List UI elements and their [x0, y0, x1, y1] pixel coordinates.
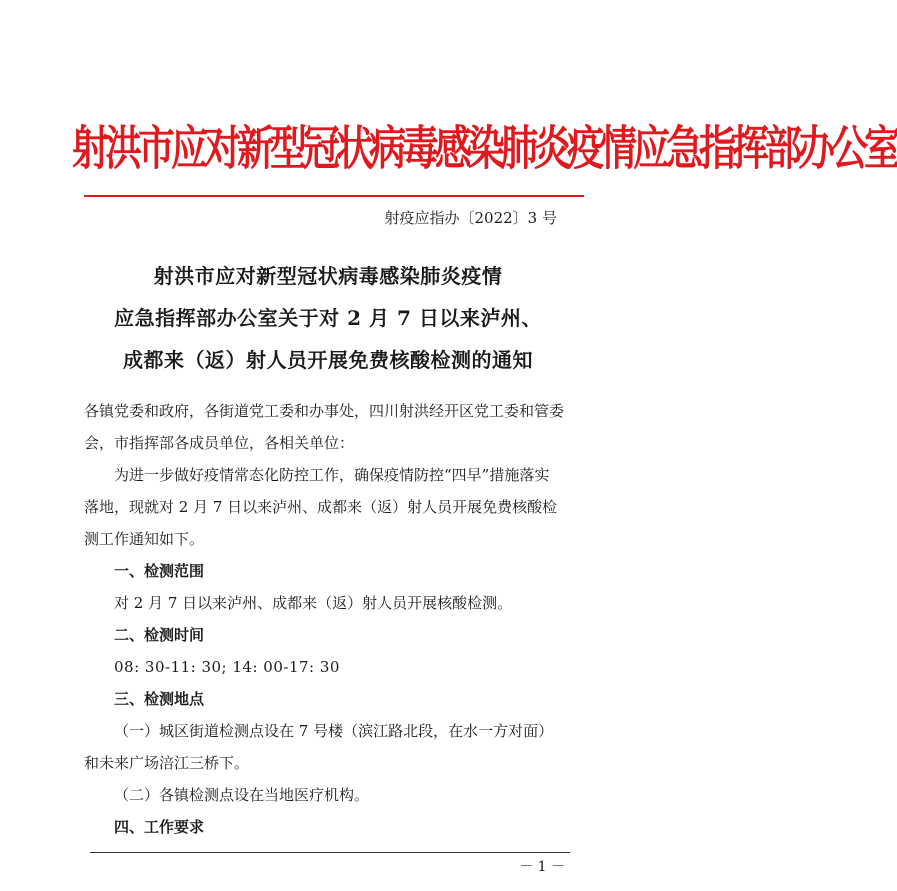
testing-hours: 08: 30-11: 30; 14: 00-17: 30: [114, 658, 340, 676]
section-paragraph: 对 2 月 7 日以来泸州、成都来（返）射人员开展核酸检测。: [114, 594, 513, 612]
document-title: [78, 255, 578, 381]
section-paragraph: （一）城区街道检测点设在 7 号楼（滨江路北段，在水一方对面）和未来广场涪江三桥下。: [84, 722, 554, 772]
document-number: 射疫应指办〔2022〕3 号: [384, 209, 557, 227]
page-number: － 1 －: [519, 859, 565, 875]
section-paragraph: （二）各镇检测点设在当地医疗机构。: [114, 786, 370, 804]
footer-rule: [90, 852, 570, 853]
title-line: 应急指挥部办公室关于对 2 月 7 日以来泸州、: [114, 306, 542, 330]
intro-paragraph: 为进一步做好疫情常态化防控工作，确保疫情防控“四早”措施落实落地，现就对 2 月 7 日以来泸州、成都来（返）射人员开展免费核酸检测工作通知如下。: [84, 466, 558, 548]
title-line: 成都来（返）射人员开展免费核酸检测的通知: [123, 348, 533, 372]
section-heading-requirements: 四、工作要求: [114, 818, 205, 836]
section-heading-time: 二、检测时间: [114, 626, 205, 644]
header-red-rule: [84, 195, 584, 197]
salutation: 各镇党委和政府，各街道党工委和办事处，四川射洪经开区党工委和管委会，市指挥部各成员单位，各相关单位：: [84, 402, 565, 452]
issuing-office-header: 射洪市应对新型冠状病毒感染肺炎疫情应急指挥部办公室: [72, 119, 897, 177]
section-heading-scope: 一、检测范围: [114, 562, 205, 580]
title-line: 射洪市应对新型冠状病毒感染肺炎疫情: [153, 264, 503, 288]
section-heading-location: 三、检测地点: [114, 690, 205, 708]
document-body: [84, 395, 564, 843]
